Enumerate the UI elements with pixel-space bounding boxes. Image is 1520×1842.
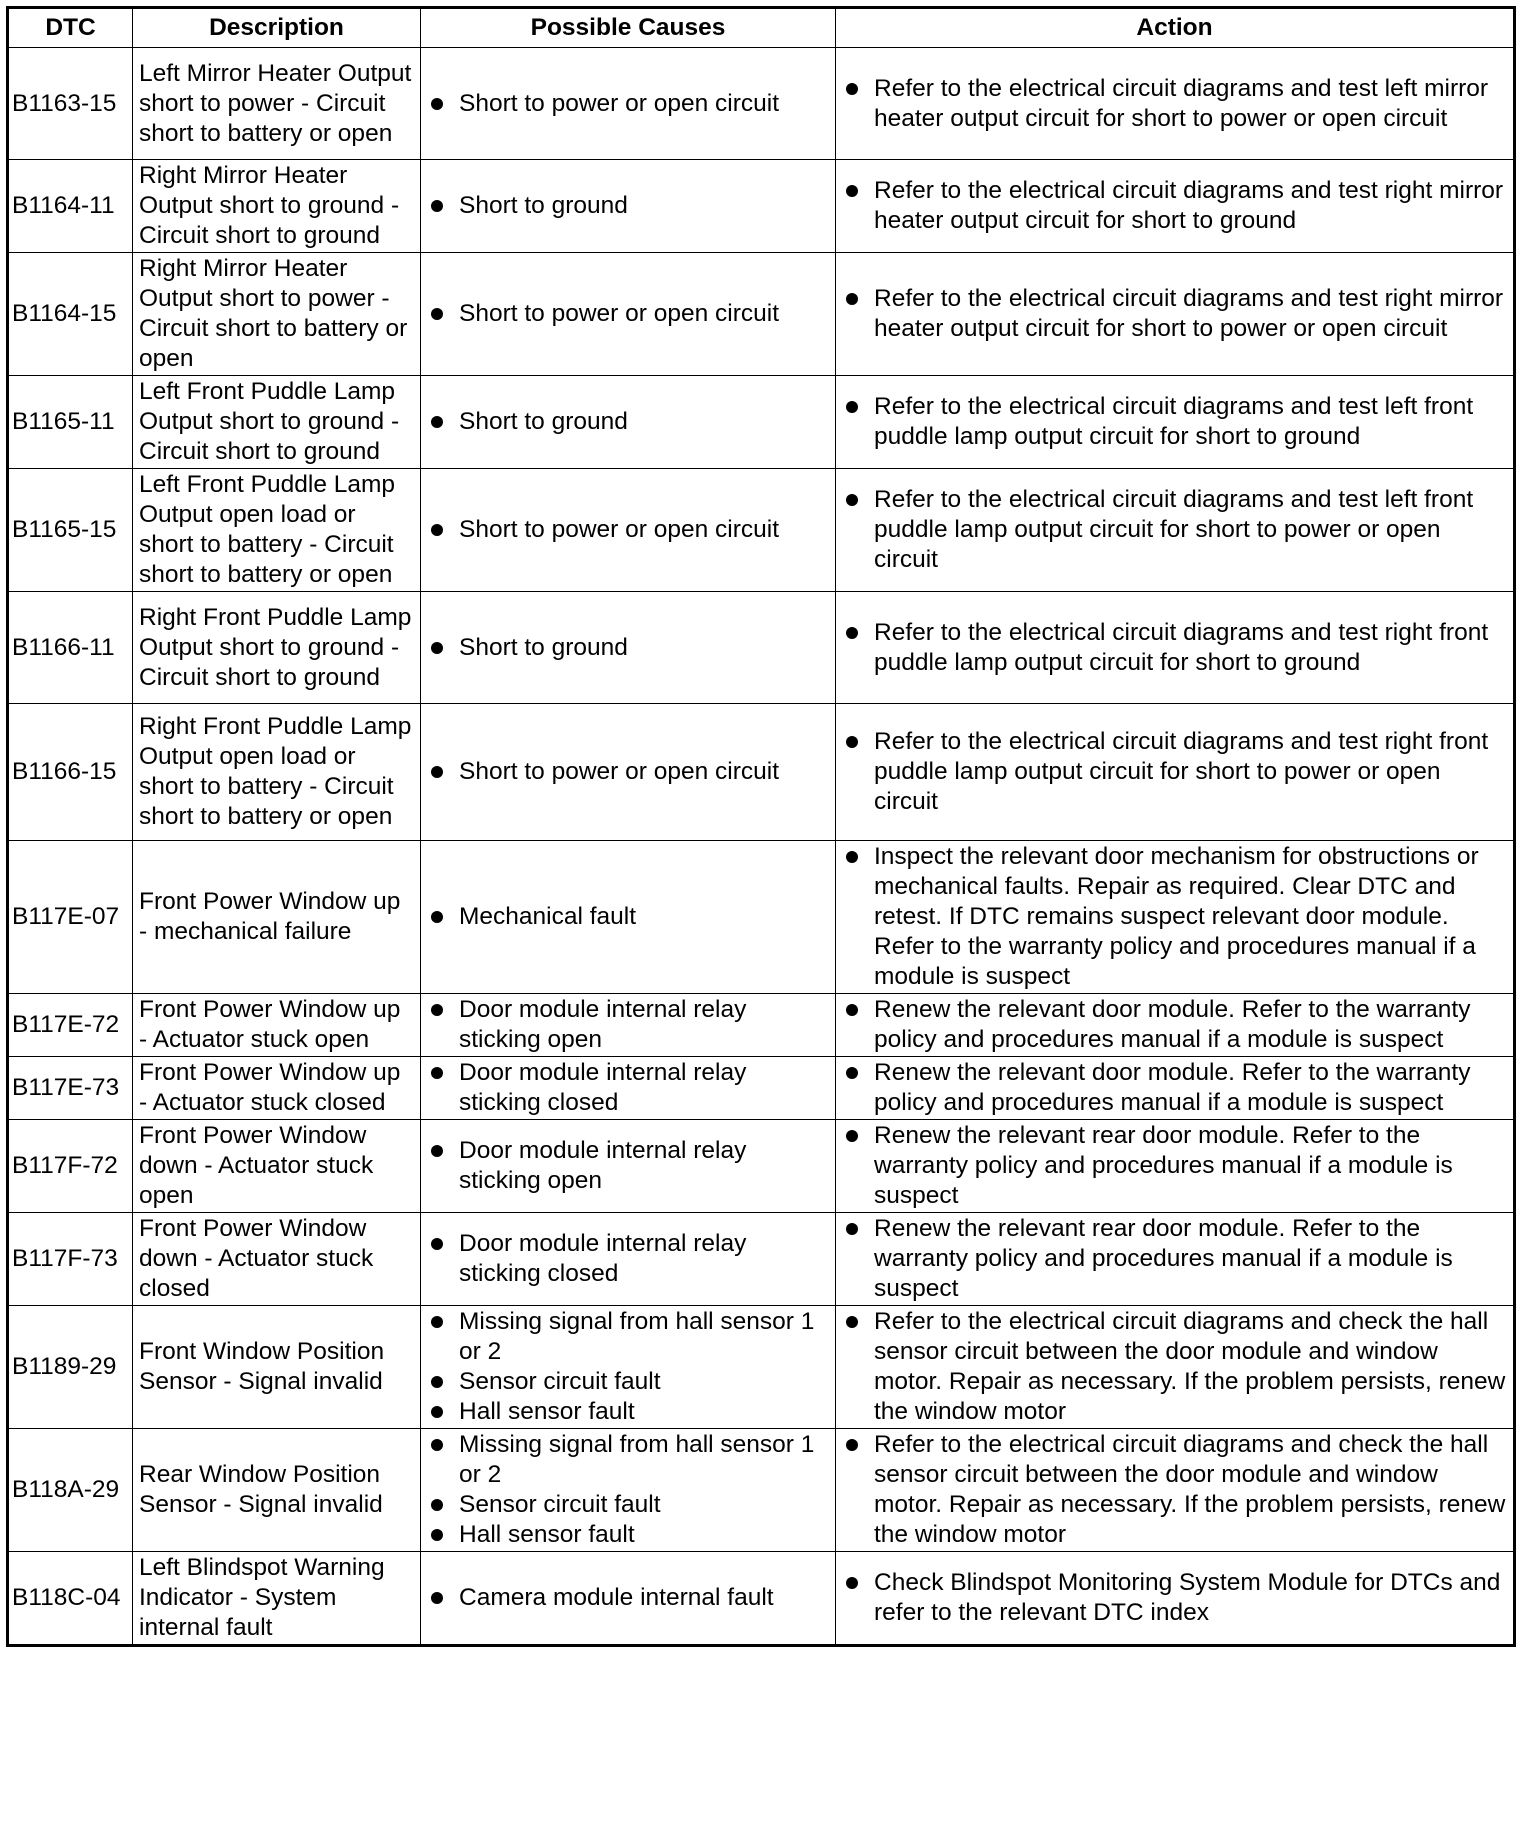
possible-cause-item: Hall sensor fault (427, 1397, 829, 1427)
action-cell (836, 1057, 1515, 1120)
possible-causes-cell (421, 704, 836, 841)
table-row (8, 1213, 1515, 1306)
table-row (8, 841, 1515, 994)
header-dtc: DTC (8, 8, 133, 48)
possible-causes-cell (421, 1552, 836, 1646)
possible-causes-cell (421, 1057, 836, 1120)
dtc-description: Rear Window Position Sensor - Signal invalid (133, 1429, 421, 1552)
action-cell (836, 841, 1515, 994)
possible-causes-list (427, 1307, 829, 1427)
header-possible-causes: Possible Causes (421, 8, 836, 48)
action-list (842, 284, 1507, 344)
dtc-code: B1164-11 (8, 160, 133, 253)
dtc-description: Right Mirror Heater Output short to power - Circuit short to battery or open (133, 253, 421, 376)
dtc-description: Right Front Puddle Lamp Output open load or short to battery - Circuit short to battery or open (133, 704, 421, 841)
possible-causes-cell (421, 592, 836, 704)
action-cell (836, 1120, 1515, 1213)
possible-causes-list (427, 515, 829, 545)
dtc-code: B117E-73 (8, 1057, 133, 1120)
possible-cause-item: Short to ground (427, 633, 829, 663)
possible-cause-item: Hall sensor fault (427, 1520, 829, 1550)
action-list (842, 995, 1507, 1055)
dtc-description: Right Front Puddle Lamp Output short to ground - Circuit short to ground (133, 592, 421, 704)
header-action: Action (836, 8, 1515, 48)
possible-cause-item: Door module internal relay sticking closed (427, 1058, 829, 1118)
action-list (842, 1430, 1507, 1550)
action-cell (836, 469, 1515, 592)
header-description: Description (133, 8, 421, 48)
action-item: Renew the relevant rear door module. Refer to the warranty policy and procedures manual if a module is suspect (842, 1121, 1507, 1211)
action-list (842, 618, 1507, 678)
action-cell (836, 592, 1515, 704)
dtc-code: B1164-15 (8, 253, 133, 376)
dtc-description: Left Blindspot Warning Indicator - System internal fault (133, 1552, 421, 1646)
possible-cause-item: Missing signal from hall sensor 1 or 2 (427, 1307, 829, 1367)
action-list (842, 74, 1507, 134)
dtc-code: B1166-11 (8, 592, 133, 704)
possible-causes-list (427, 633, 829, 663)
possible-cause-item: Sensor circuit fault (427, 1367, 829, 1397)
dtc-description: Right Mirror Heater Output short to ground - Circuit short to ground (133, 160, 421, 253)
action-cell (836, 1213, 1515, 1306)
possible-causes-list (427, 902, 829, 932)
action-item: Refer to the electrical circuit diagrams and test right mirror heater output circuit for short to power or open circuit (842, 284, 1507, 344)
dtc-description: Front Power Window down - Actuator stuck closed (133, 1213, 421, 1306)
dtc-code: B117F-72 (8, 1120, 133, 1213)
action-item: Refer to the electrical circuit diagrams and test left front puddle lamp output circuit for short to power or open circuit (842, 485, 1507, 575)
table-row (8, 704, 1515, 841)
dtc-code: B1165-15 (8, 469, 133, 592)
possible-cause-item: Door module internal relay sticking closed (427, 1229, 829, 1289)
action-list (842, 842, 1507, 992)
action-item: Check Blindspot Monitoring System Module for DTCs and refer to the relevant DTC index (842, 1568, 1507, 1628)
dtc-description: Front Power Window up - mechanical failure (133, 841, 421, 994)
possible-cause-item: Short to ground (427, 191, 829, 221)
action-cell (836, 1306, 1515, 1429)
possible-causes-cell (421, 48, 836, 160)
action-list (842, 485, 1507, 575)
possible-cause-item: Short to power or open circuit (427, 299, 829, 329)
possible-causes-list (427, 1583, 829, 1613)
possible-causes-cell (421, 160, 836, 253)
possible-cause-item: Camera module internal fault (427, 1583, 829, 1613)
possible-causes-list (427, 299, 829, 329)
possible-causes-list (427, 89, 829, 119)
dtc-code: B1166-15 (8, 704, 133, 841)
dtc-code: B117E-07 (8, 841, 133, 994)
action-list (842, 176, 1507, 236)
dtc-code: B1189-29 (8, 1306, 133, 1429)
dtc-description: Left Mirror Heater Output short to power - Circuit short to battery or open (133, 48, 421, 160)
table-row (8, 1057, 1515, 1120)
action-item: Refer to the electrical circuit diagrams and test left front puddle lamp output circuit for short to ground (842, 392, 1507, 452)
possible-causes-cell (421, 469, 836, 592)
possible-causes-list (427, 1136, 829, 1196)
table-row (8, 160, 1515, 253)
table-row (8, 994, 1515, 1057)
action-item: Inspect the relevant door mechanism for obstructions or mechanical faults. Repair as required. Clear DTC and retest. If DTC remains suspect relevant door module. Refer to the warranty policy and procedures manual if a module is suspect (842, 842, 1507, 992)
table-row (8, 1552, 1515, 1646)
dtc-description: Left Front Puddle Lamp Output short to ground - Circuit short to ground (133, 376, 421, 469)
table-row (8, 253, 1515, 376)
dtc-description: Front Power Window down - Actuator stuck open (133, 1120, 421, 1213)
possible-cause-item: Short to power or open circuit (427, 89, 829, 119)
possible-causes-cell (421, 1306, 836, 1429)
possible-cause-item: Short to power or open circuit (427, 515, 829, 545)
possible-causes-list (427, 1430, 829, 1550)
header-row (8, 8, 1515, 48)
action-list (842, 1121, 1507, 1211)
table-row (8, 1306, 1515, 1429)
possible-causes-cell (421, 1120, 836, 1213)
dtc-table (6, 6, 1516, 1647)
action-item: Renew the relevant door module. Refer to the warranty policy and procedures manual if a module is suspect (842, 1058, 1507, 1118)
dtc-description: Front Power Window up - Actuator stuck closed (133, 1057, 421, 1120)
possible-causes-list (427, 191, 829, 221)
table-row (8, 48, 1515, 160)
table-row (8, 1429, 1515, 1552)
action-list (842, 1568, 1507, 1628)
action-item: Renew the relevant rear door module. Refer to the warranty policy and procedures manual if a module is suspect (842, 1214, 1507, 1304)
possible-causes-list (427, 407, 829, 437)
action-cell (836, 376, 1515, 469)
dtc-code: B118A-29 (8, 1429, 133, 1552)
possible-causes-cell (421, 1213, 836, 1306)
action-item: Refer to the electrical circuit diagrams and test left mirror heater output circuit for short to power or open circuit (842, 74, 1507, 134)
action-item: Refer to the electrical circuit diagrams and check the hall sensor circuit between the door module and window motor. Repair as necessary. If the problem persists, renew the window motor (842, 1430, 1507, 1550)
action-cell (836, 253, 1515, 376)
dtc-code: B117E-72 (8, 994, 133, 1057)
dtc-description: Front Window Position Sensor - Signal invalid (133, 1306, 421, 1429)
possible-causes-cell (421, 1429, 836, 1552)
possible-causes-list (427, 1229, 829, 1289)
possible-cause-item: Mechanical fault (427, 902, 829, 932)
action-list (842, 1058, 1507, 1118)
action-item: Refer to the electrical circuit diagrams and test right front puddle lamp output circuit for short to ground (842, 618, 1507, 678)
possible-causes-list (427, 757, 829, 787)
action-list (842, 392, 1507, 452)
possible-causes-cell (421, 841, 836, 994)
dtc-code: B1163-15 (8, 48, 133, 160)
table-body (8, 48, 1515, 1646)
action-cell (836, 1429, 1515, 1552)
action-cell (836, 48, 1515, 160)
action-list (842, 1214, 1507, 1304)
action-item: Refer to the electrical circuit diagrams and check the hall sensor circuit between the door module and window motor. Repair as necessary. If the problem persists, renew the window motor (842, 1307, 1507, 1427)
action-item: Refer to the electrical circuit diagrams and test right front puddle lamp output circuit for short to power or open circuit (842, 727, 1507, 817)
action-list (842, 1307, 1507, 1427)
dtc-description: Front Power Window up - Actuator stuck open (133, 994, 421, 1057)
possible-causes-cell (421, 253, 836, 376)
action-list (842, 727, 1507, 817)
table-row (8, 592, 1515, 704)
possible-cause-item: Sensor circuit fault (427, 1490, 829, 1520)
possible-cause-item: Short to power or open circuit (427, 757, 829, 787)
possible-causes-cell (421, 994, 836, 1057)
possible-cause-item: Door module internal relay sticking open (427, 1136, 829, 1196)
action-cell (836, 994, 1515, 1057)
possible-cause-item: Missing signal from hall sensor 1 or 2 (427, 1430, 829, 1490)
dtc-code: B1165-11 (8, 376, 133, 469)
table-row (8, 1120, 1515, 1213)
action-cell (836, 704, 1515, 841)
possible-causes-cell (421, 376, 836, 469)
table-row (8, 376, 1515, 469)
dtc-description: Left Front Puddle Lamp Output open load or short to battery - Circuit short to battery or open (133, 469, 421, 592)
table-row (8, 469, 1515, 592)
possible-causes-list (427, 995, 829, 1055)
dtc-code: B117F-73 (8, 1213, 133, 1306)
possible-causes-list (427, 1058, 829, 1118)
action-item: Renew the relevant door module. Refer to the warranty policy and procedures manual if a module is suspect (842, 995, 1507, 1055)
action-cell (836, 160, 1515, 253)
dtc-code: B118C-04 (8, 1552, 133, 1646)
possible-cause-item: Door module internal relay sticking open (427, 995, 829, 1055)
action-cell (836, 1552, 1515, 1646)
action-item: Refer to the electrical circuit diagrams and test right mirror heater output circuit for short to ground (842, 176, 1507, 236)
possible-cause-item: Short to ground (427, 407, 829, 437)
